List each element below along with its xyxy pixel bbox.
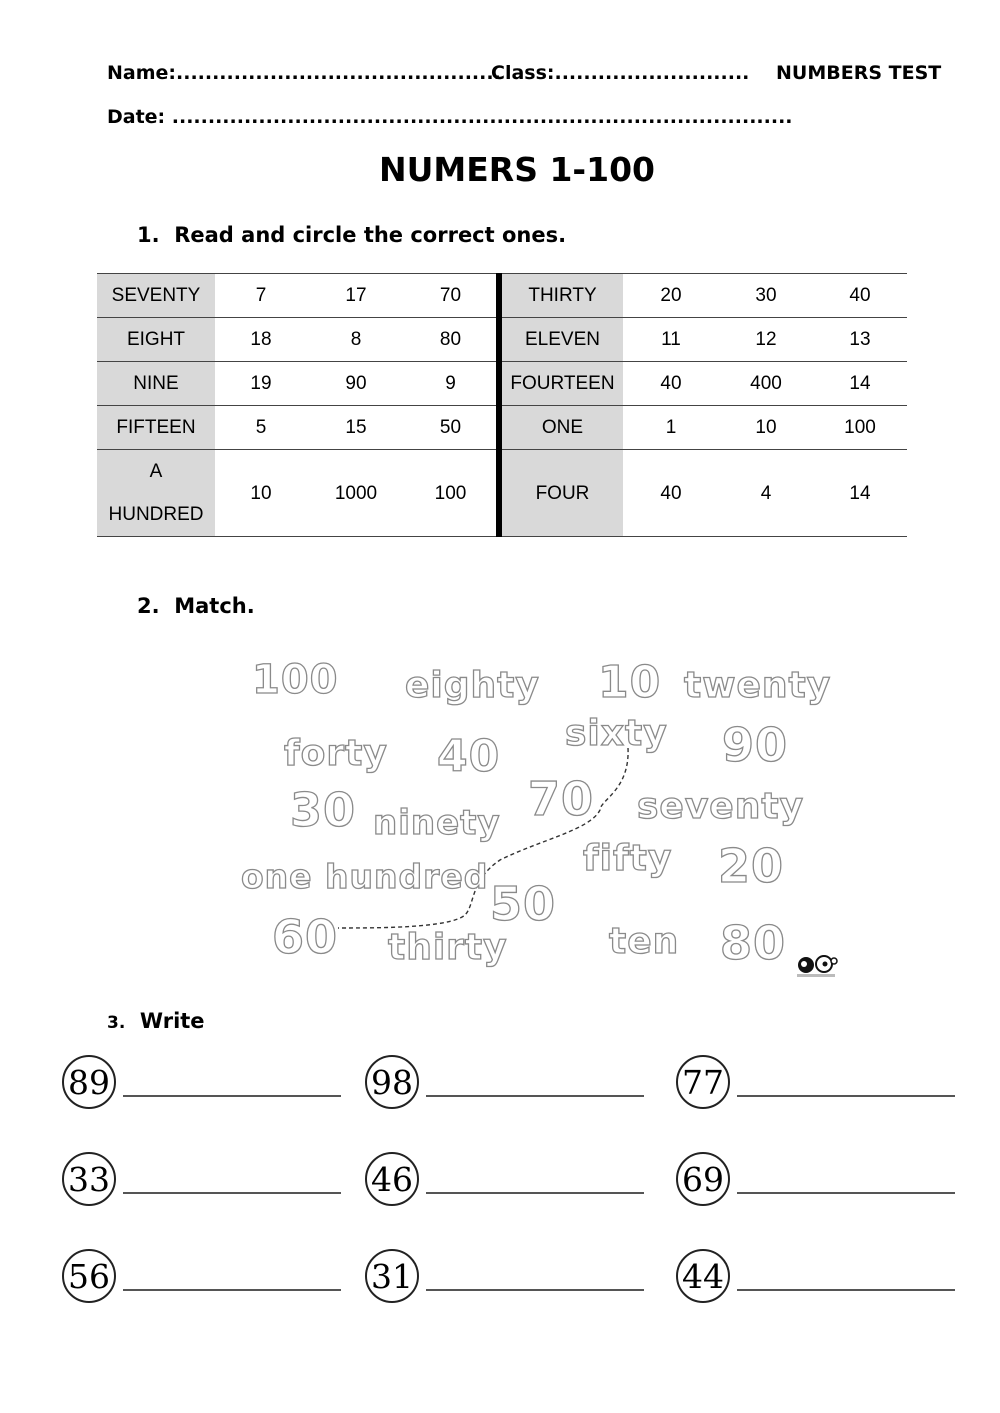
option-cell[interactable]: 1000 [307, 450, 405, 537]
answer-line[interactable] [737, 1289, 955, 1291]
section3-title: Write [139, 1009, 205, 1033]
number-circle: 46 [365, 1152, 419, 1206]
table-word-cell: SEVENTY [97, 274, 215, 318]
page-title: NUMERS 1-100 [378, 150, 655, 189]
match-item[interactable]: forty [284, 733, 388, 774]
option-cell[interactable]: 100 [813, 406, 907, 450]
number-circle: 77 [676, 1055, 730, 1109]
number-circle: 56 [62, 1249, 116, 1303]
option-cell[interactable]: 14 [813, 362, 907, 406]
section3-heading [107, 1009, 205, 1033]
match-item[interactable]: 50 [490, 877, 557, 931]
match-item[interactable]: 80 [720, 916, 787, 970]
option-cell[interactable]: 70 [405, 274, 499, 318]
option-cell[interactable]: 100 [405, 450, 499, 537]
match-item[interactable]: seventy [637, 786, 805, 827]
number-circle: 98 [365, 1055, 419, 1109]
option-cell[interactable]: 10 [215, 450, 307, 537]
option-cell[interactable]: 30 [719, 274, 813, 318]
table-word-cell: THIRTY [499, 274, 623, 318]
table-word-cell: NINE [97, 362, 215, 406]
match-item[interactable]: 40 [437, 731, 501, 782]
option-cell[interactable]: 19 [215, 362, 307, 406]
option-cell[interactable]: 90 [307, 362, 405, 406]
table-word-cell: ONE [499, 406, 623, 450]
number-circle: 33 [62, 1152, 116, 1206]
option-cell[interactable]: 40 [623, 362, 719, 406]
option-cell[interactable]: 10 [719, 406, 813, 450]
match-item[interactable]: one hundred [241, 857, 489, 896]
class-field-label: Class:........................... [491, 62, 750, 84]
match-item[interactable]: 10 [598, 657, 662, 708]
match-item[interactable]: ninety [373, 803, 501, 843]
match-item[interactable]: sixty [565, 713, 668, 754]
answer-line[interactable] [426, 1095, 644, 1097]
word-line-2: HUNDRED [108, 504, 204, 525]
option-cell[interactable]: 12 [719, 318, 813, 362]
match-item[interactable]: 70 [528, 772, 595, 826]
option-cell[interactable]: 40 [813, 274, 907, 318]
section2-number: 2. [137, 594, 160, 618]
match-item[interactable]: 100 [252, 657, 339, 703]
match-item[interactable]: twenty [684, 665, 832, 706]
match-item[interactable]: fifty [583, 838, 673, 879]
option-cell[interactable]: 7 [215, 274, 307, 318]
answer-line[interactable] [123, 1095, 341, 1097]
match-item[interactable]: 20 [718, 839, 785, 893]
option-cell[interactable]: 13 [813, 318, 907, 362]
option-cell[interactable]: 14 [813, 450, 907, 537]
section1-title: Read and circle the correct ones. [174, 223, 567, 247]
option-cell[interactable]: 40 [623, 450, 719, 537]
section1-number: 1. [137, 223, 160, 247]
table-word-cell: EIGHT [97, 318, 215, 362]
match-item[interactable]: ten [609, 921, 680, 962]
match-item[interactable]: 90 [722, 718, 789, 772]
option-cell[interactable]: 1 [623, 406, 719, 450]
answer-line[interactable] [737, 1192, 955, 1194]
section2-title: Match. [174, 594, 255, 618]
table-word-cell: ELEVEN [499, 318, 623, 362]
answer-line[interactable] [123, 1289, 341, 1291]
mascot-logo-icon [794, 953, 840, 979]
option-cell[interactable]: 9 [405, 362, 499, 406]
answer-line[interactable] [123, 1192, 341, 1194]
test-label: NUMBERS TEST [776, 62, 942, 84]
match-item[interactable]: 60 [272, 910, 339, 964]
table-word-cell: FIFTEEN [97, 406, 215, 450]
option-cell[interactable]: 5 [215, 406, 307, 450]
match-item[interactable]: 30 [290, 783, 357, 837]
option-cell[interactable]: 15 [307, 406, 405, 450]
option-cell[interactable]: 50 [405, 406, 499, 450]
number-circle: 31 [365, 1249, 419, 1303]
option-cell[interactable]: 400 [719, 362, 813, 406]
answer-line[interactable] [426, 1192, 644, 1194]
section3-number: 3. [107, 1013, 126, 1033]
option-cell[interactable]: 11 [623, 318, 719, 362]
word-line-1: A [149, 461, 163, 482]
option-cell[interactable]: 20 [623, 274, 719, 318]
option-cell[interactable]: 18 [215, 318, 307, 362]
number-circle: 44 [676, 1249, 730, 1303]
number-circle: 69 [676, 1152, 730, 1206]
match-item[interactable]: thirty [388, 927, 508, 968]
answer-line[interactable] [737, 1095, 955, 1097]
option-cell[interactable]: 17 [307, 274, 405, 318]
option-cell[interactable]: 80 [405, 318, 499, 362]
table-word-cell: FOUR [499, 450, 623, 537]
answer-line[interactable] [426, 1289, 644, 1291]
table-word-cell: FOURTEEN [499, 362, 623, 406]
option-cell[interactable]: 8 [307, 318, 405, 362]
match-item[interactable]: eighty [405, 665, 540, 706]
option-cell[interactable]: 4 [719, 450, 813, 537]
date-field-label: Date: ...................................................................................... [107, 106, 793, 128]
number-circle: 89 [62, 1055, 116, 1109]
name-field-label: Name:............................................. [107, 62, 501, 84]
